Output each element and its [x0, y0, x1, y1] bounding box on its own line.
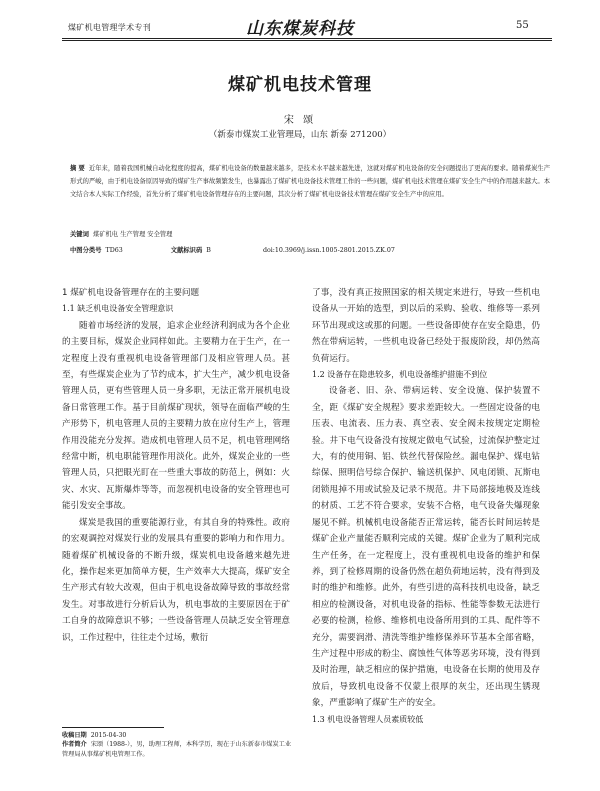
doc-code: B	[206, 247, 211, 254]
clc-code: TD63	[105, 247, 123, 254]
paragraph: 煤炭是我国的重要能源行业，有其自身的特殊性。政府的宏观调控对煤炭行业的发展具有重要的影响力和作用力。随着煤矿机械设备的不断升级，煤炭机电设备越来越先进化，操作起来更加简单方便，生产效率大大提高，煤矿安全生产形式有较大改观，但由于机电设备故障导致的事故经常发生。对事故进行分析后认为，机电事故的主要原因在于矿工自身的故障意识不够；一些设备管理人员缺乏安全管理意识，工作过程中，往往走个过场，敷衍	[62, 517, 290, 643]
section-heading: 1 煤矿机电设备管理存在的主要问题	[62, 288, 200, 298]
subsection-heading: 1.1 缺乏机电设备安全管理意识	[62, 304, 174, 314]
paragraph: 随着市场经济的发展，追求企业经济利润成为各个企业的主要目标，煤炭企业同样如此。主要精力在于生产，在一定程度上没有重视机电设备管理部门及相应管理人员。甚至，有些煤炭企业为了节约成本，扩大生产，减少机电设备管理人员，更有些管理人员一身多职，无法正常开展机电设备日常管理工作。基于目前煤矿现状，领导在面临严峻的生产形势下，机电管理人员的主要精力放在应付生产上，管理作用没能充分发挥。造成机电管理人员不足，机电管理网络经常中断，机电职能管理作用淡化。此外，煤炭企业的一些管理人员，只把眼光盯在一些重大事故的防范上，例如：火灾、水灾、瓦斯爆炸等等，而忽视机电设备的安全管理也可能引发安全事故。	[62, 320, 290, 512]
article-author: 宋 颂	[283, 115, 317, 126]
right-column	[312, 285, 540, 728]
article-title: 煤矿机电技术管理	[228, 75, 372, 95]
keywords	[70, 229, 172, 238]
paragraph: 设备老、旧、杂、带病运转、安全设施、保护装置不全，距《煤矿安全规程》要求差距较大。一些固定设备的电压表、电流表、压力表、真空表、安全阀未按规定定期检验。井下电气设备没有按规定做电气试验，过流保护整定过大，有的使用铜、铝、铁丝代替保险丝。漏电保护、煤电钻综保、照明信号综合保护、输送机保护、风电闭锁、瓦斯电闭锁甩掉不用或试验及记录不规范。井下局部接地极及连线的材质、工艺不符合要求，安装不合格，电气设备失爆现象屡见不鲜。机械机电设备能否正常运转，能否长时间运转是煤矿企业产量能否顺利完成的关键。煤矿企业为了顺利完成生产任务，在一定程度上，没有重视机电设备的维护和保养，到了检修周期的设备仍然在超负荷地运转，没有得到及时的维护和维修。此外，有些引进的高科技机电设备，缺乏相应的检测设备，对机电设备的指标、性能等参数无法进行必要的检测，检修、维修机电设备所用到的工具、配件等不充分，需要润滑、清洗等维护维修保养环节基本全部省略，生产过程中形成的粉尘、腐蚀性气体等恶劣环境，没有得到及时治理，缺乏相应的保护措施，电设备在长期的使用及存放后，导致机电设备不仅蒙上很厚的灰尘，还出现生锈现象，严重影响了煤矿生产的安全。	[312, 386, 540, 709]
subsection-heading: 1.3 机电设备管理人员素质较低	[312, 714, 424, 724]
keywords-text: 煤矿机电 生产管理 安全管理	[92, 231, 173, 238]
received-date	[62, 731, 296, 740]
journal-name: 山东煤炭科技	[246, 19, 354, 39]
abstract-text: 近年来，随着我国机械自动化程度的提高，煤矿机电设备的数量越来越多，是技术水平越来越先进，这就对煤矿机电设备的安全问题提出了更高的要求。随着煤炭生产形式的严峻，由于机电设备原因导致的煤矿生产事故频繁发生，也暴露出了煤矿机电设备技术管理工作的一些问题，煤矿机电技术管理在煤矿安全生产中的作用越来越大。本文结合本人实际工作经验，首先分析了煤矿机电设备管理存在的主要问题，其次分析了煤矿机电设备技术管理在煤矿安全生产中的应用。	[70, 165, 550, 198]
footnote	[62, 731, 296, 759]
footnote-rule	[62, 727, 164, 728]
paragraph: 了事，没有真正按照国家的相关规定来进行，导致一些机电设备从一开始的选型，到以后的采购、验收、维修等一系列环节出现或这或那的问题。一些设备即使存在安全隐患，仍然在带病运转，一些机电设备已经处于报废阶段，却仍然高负荷运行。	[312, 288, 540, 364]
header-rule-secondary	[62, 40, 552, 41]
journal-section: 煤矿机电管理学术专刊	[68, 23, 151, 32]
clc-label: 中图分类号	[70, 247, 102, 254]
received-value: 2015-04-30	[90, 732, 127, 739]
left-column	[62, 285, 290, 646]
doc-code-label: 文献标识码	[170, 247, 203, 254]
page-number: 55	[516, 20, 529, 31]
keywords-label: 关键词	[70, 231, 89, 238]
abstract	[70, 162, 550, 201]
classification-line	[70, 245, 550, 254]
author-affiliation: （新泰市煤炭工业管理局，山东 新泰 271200）	[208, 130, 392, 140]
doi: doi:10.3969/j.issn.1005-2801.2015.ZK.07	[262, 247, 395, 254]
author-bio-text: 宋颂（1988-），男，助理工程师，本科学历，现在于山东新泰市煤炭工业管理局从事煤矿机电管理工作。	[62, 741, 292, 758]
author-bio-label: 作者简介	[62, 741, 87, 749]
subsection-heading: 1.2 设备存在隐患较多，机电设备维护措施不到位	[312, 370, 488, 380]
author-bio	[62, 740, 296, 759]
received-label: 收稿日期	[62, 732, 87, 739]
header-rule	[62, 38, 552, 39]
abstract-label: 摘 要	[70, 165, 85, 172]
